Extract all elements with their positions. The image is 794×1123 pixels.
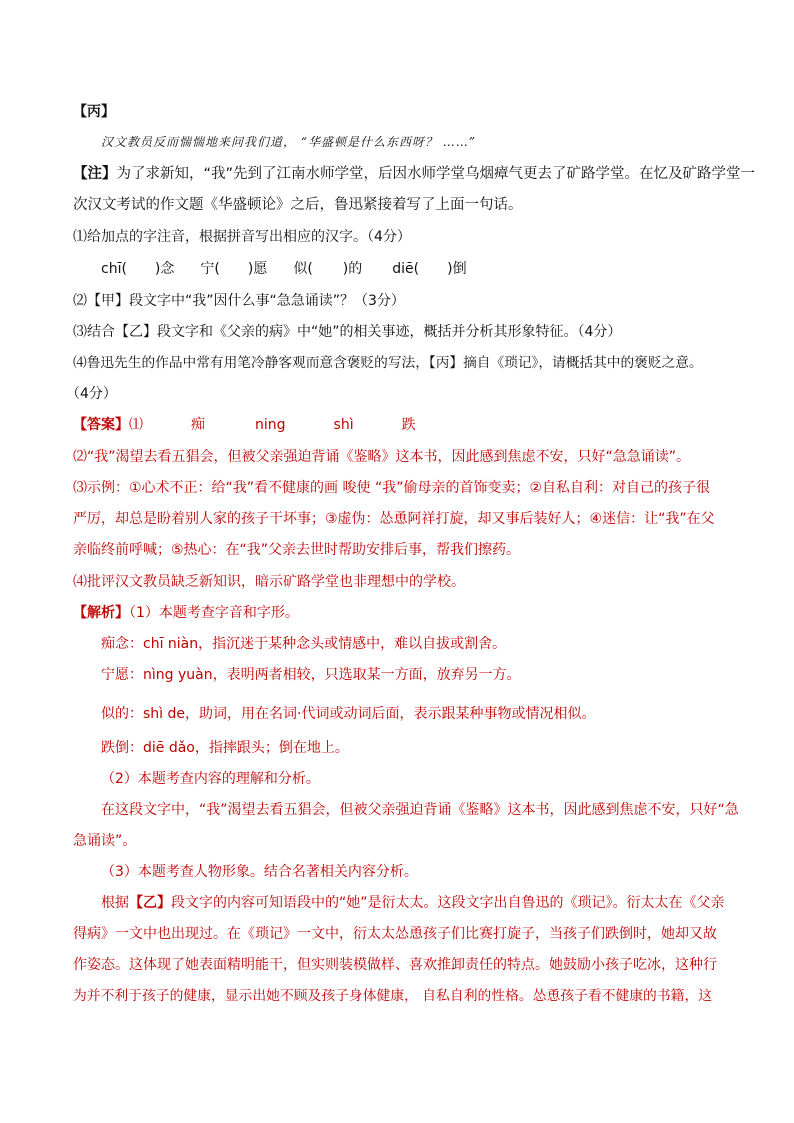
section-bing-quote: 汉文教员反而惴惴地来问我们道， “华盛顿是什么东西呀？ ……” — [101, 135, 476, 149]
pinyin-item-1-b: )念 — [154, 261, 175, 277]
note-text-1: 为了求新知，“我”先到了江南水师学堂，后因水师学堂乌烟瘴气更去了矿路学堂。在忆及矿路学堂一 — [116, 166, 756, 182]
analysis-ningyuan: 宁愿：nìng yuàn，表明两者相较，只选取某一方面，放弃另一方。 — [101, 667, 521, 683]
answer-2: ⑵“我”渴望去看五猖会，但被父亲强迫背诵《鉴略》这本书，因此感到焦虑不安，只好“急急诵读”。 — [73, 449, 691, 465]
analysis-3-marker: 【乙】 — [129, 895, 171, 911]
analysis-3-text-a: 根据 — [101, 895, 129, 911]
note-line-2: 次汉文考试的作文题《华盛顿论》之后，鲁迅紧接着写了上面一句话。 — [73, 197, 523, 213]
answer-1-item-2: ning — [255, 417, 286, 433]
analysis-diedao: 跌倒：diē dǎo，指摔跟头；倒在地上。 — [101, 740, 349, 756]
analysis-chinian: 痴念：chī niàn，指沉迷于某种念头或情感中，难以自拔或割舍。 — [101, 636, 507, 652]
analysis-2-line-2: 急诵读”。 — [73, 833, 137, 849]
analysis-label: 【解析】 — [73, 605, 129, 621]
analysis-section-2: （2）本题考查内容的理解和分析。 — [101, 771, 320, 787]
pinyin-item-3-a: 似( — [293, 261, 313, 277]
pinyin-item-1-a: chī( — [101, 261, 127, 277]
answer-3-line-2: 严厉，却总是盼着别人家的孩子干坏事；③虚伪：怂恿阿祥打旋，却又事后装好人；④迷信：让“我”在父 — [73, 511, 715, 527]
answer-1-item-3: shì — [333, 417, 354, 433]
question-2: ⑵【甲】段文字中“我”因什么事“急急诵读”？（3分） — [73, 293, 405, 309]
note-label: 【注】 — [73, 166, 117, 182]
question-1: ⑴给加点的字注音，根据拼音写出相应的汉字。（4分） — [73, 229, 411, 245]
analysis-line-1 — [73, 603, 299, 623]
answer-1-item-1: 痴 — [191, 417, 205, 433]
pinyin-item-2-b: )愿 — [247, 261, 268, 277]
question-4-line-1: ⑷鲁迅先生的作品中常有用笔冷静客观而意含褒贬的写法，【丙】摘自《琐记》，请概括其中的褒贬之意。 — [73, 355, 703, 371]
pinyin-item-4-a: diē( — [392, 261, 420, 277]
analysis-3-text-c: 段文字的内容可知语段中的“她”是衍太太。这段文字出自鲁迅的《琐记》。衍太太在《父亲 — [171, 895, 725, 911]
analysis-3-line-3: 作姿态。这体现了她表面精明能干，但实则装模做样、喜欢推卸责任的特点。她鼓励小孩子吃冰，这种行 — [73, 957, 717, 973]
answer-label: 【答案】 — [73, 417, 129, 433]
analysis-3-line-2: 得病》一文中也出现过。在《琐记》一文中，衍太太怂恿孩子们比赛打旋子，当孩子们跌倒时，她却又故 — [73, 926, 717, 942]
analysis-3-line-4: 为并不利于孩子的健康，显示出她不顾及孩子身体健康， 自私自利的性格。怂恿孩子看不健康的书籍，这 — [73, 988, 713, 1004]
pinyin-item-2-a: 宁( — [200, 261, 220, 277]
note-line-1 — [73, 164, 755, 184]
answer-1-item-4: 跌 — [401, 417, 416, 433]
answer-line-1 — [73, 415, 416, 435]
answer-3-line-3: 亲临终前呼喊；⑤热心：在“我”父亲去世时帮助安排后事，帮我们擦药。 — [73, 542, 521, 558]
pinyin-item-4-b: )倒 — [447, 261, 467, 277]
answer-1-number: ⑴ — [129, 417, 143, 433]
answer-3-line-1: ⑶示例：①心术不正：给“我”看不健康的画 唆使 “我”偷母亲的首饰变卖；②自私自利：对自己的孩子很 — [73, 480, 711, 496]
question-4-line-2: （4分） — [66, 386, 117, 402]
section-bing-header: 【丙】 — [73, 104, 115, 120]
analysis-shide: 似的：shì de，助词，用在名词·代词或动词后面，表示跟某种事物或情况相似。 — [101, 706, 596, 722]
answer-4: ⑷批评汉文教员缺乏新知识，暗示矿路学堂也非理想中的学校。 — [73, 574, 465, 590]
pinyin-row — [101, 259, 467, 279]
question-3: ⑶结合【乙】段文字和《父亲的病》中“她”的相关事迹，概括并分析其形象特征。（4分） — [73, 324, 622, 340]
analysis-text-1: （1）本题考查字音和字形。 — [129, 605, 299, 621]
analysis-2-line-1: 在这段文字中，“我”渴望去看五猖会，但被父亲强迫背诵《鉴略》这本书，因此感到焦虑不安，只好“急 — [101, 802, 739, 818]
analysis-section-3: （3）本题考查人物形象。结合名著相关内容分析。 — [101, 864, 418, 880]
pinyin-item-3-b: )的 — [342, 261, 363, 277]
analysis-3-line-1 — [101, 893, 725, 913]
